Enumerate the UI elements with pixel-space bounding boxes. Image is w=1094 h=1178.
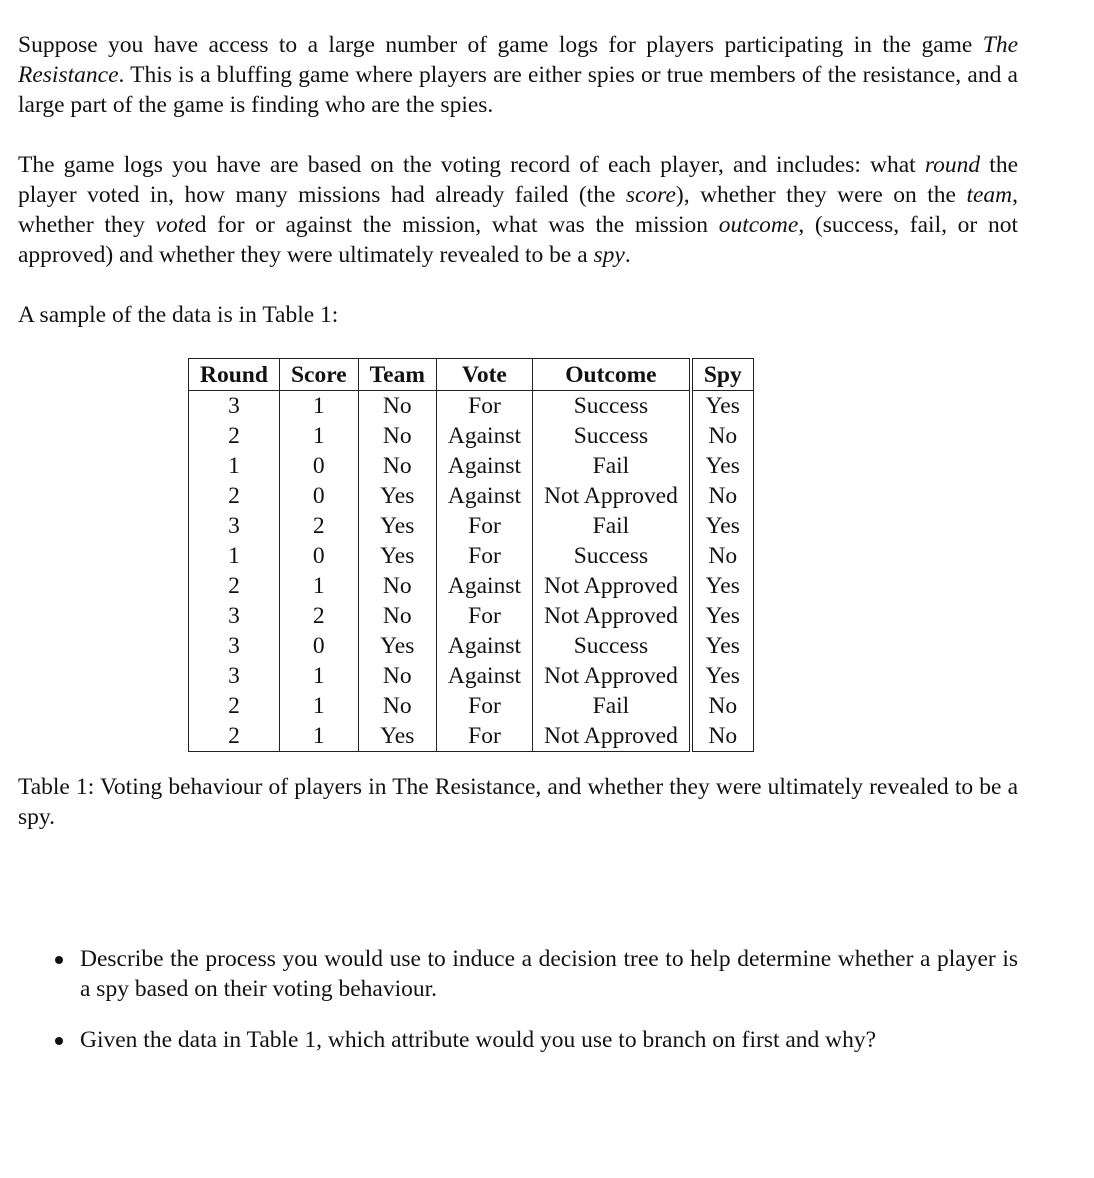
cell-vote: For [436,541,532,571]
cell-team: No [358,421,436,451]
cell-team: Yes [358,721,436,752]
cell-score: 1 [279,391,358,422]
cell-spy: No [691,721,753,752]
cell-vote: For [436,391,532,422]
cell-round: 2 [189,421,280,451]
cell-spy: No [691,691,753,721]
cell-vote: Against [436,481,532,511]
cell-score: 0 [279,541,358,571]
cell-vote: Against [436,631,532,661]
table-row [189,451,754,481]
header-spy: Spy [691,359,753,391]
term-round: round [924,152,981,178]
header-score: Score [279,359,358,391]
table-row [189,481,754,511]
question-item: Describe the process you would use to induce a decision tree to help determine whether a player is a spy based on their voting behaviour. [80,946,1018,1002]
cell-spy: Yes [691,511,753,541]
cell-spy: Yes [691,631,753,661]
term-outcome: outcome [718,212,799,238]
logs-text-d: , whether they [18,182,1018,238]
question-item: Given the data in Table 1, which attribute would you use to branch on first and why? [80,1025,1018,1055]
cell-team: No [358,571,436,601]
intro-text-cont: . This is a bluffing game where players are either spies or true members of the resistance, and a large part of the game is finding who are the spies. [18,62,1018,118]
document-body [18,30,1018,1055]
cell-team: No [358,451,436,481]
cell-outcome: Success [533,541,691,571]
table-container [188,358,1018,752]
cell-team: Yes [358,481,436,511]
logs-text-c: ), whether they were on the [675,182,967,208]
cell-outcome: Not Approved [533,661,691,691]
cell-spy: No [691,421,753,451]
cell-outcome: Success [533,631,691,661]
cell-score: 2 [279,511,358,541]
header-outcome: Outcome [533,359,691,391]
cell-spy: Yes [691,391,753,422]
cell-round: 3 [189,391,280,422]
table-header-row [189,359,754,391]
header-team: Team [358,359,436,391]
cell-outcome: Not Approved [533,571,691,601]
cell-outcome: Success [533,421,691,451]
cell-round: 3 [189,631,280,661]
cell-outcome: Not Approved [533,601,691,631]
cell-outcome: Fail [533,511,691,541]
cell-outcome: Not Approved [533,721,691,752]
game-title: The Resistance [18,32,1018,88]
cell-round: 3 [189,601,280,631]
cell-team: Yes [358,631,436,661]
table-row [189,511,754,541]
cell-vote: Against [436,571,532,601]
table-row [189,421,754,451]
cell-spy: Yes [691,601,753,631]
game-logs-paragraph [18,150,1018,270]
table-row [189,721,754,752]
logs-text-f: , (success, fail, or not approved) and whether they were ultimately revealed to be a [18,212,1018,268]
cell-team: No [358,601,436,631]
logs-text-b: the player voted in, how many missions had already failed (the [18,152,1018,208]
cell-round: 3 [189,511,280,541]
intro-text: Suppose you have access to a large number of game logs for players participating in the game [18,32,983,58]
cell-score: 2 [279,601,358,631]
cell-vote: Against [436,421,532,451]
logs-text-e: d for or against the mission, what was the mission [194,212,719,238]
table-intro: A sample of the data is in Table 1: [18,302,339,328]
cell-spy: Yes [691,451,753,481]
table-caption: Table 1: Voting behaviour of players in The Resistance, and whether they were ultimately revealed to be a spy. [18,774,1018,830]
cell-spy: Yes [691,661,753,691]
cell-round: 3 [189,661,280,691]
cell-round: 1 [189,451,280,481]
cell-score: 1 [279,571,358,601]
cell-round: 2 [189,571,280,601]
cell-vote: For [436,721,532,752]
table-row [189,631,754,661]
voting-table [188,358,754,752]
logs-text-a: The game logs you have are based on the voting record of each player, and includes: what [18,152,925,178]
header-vote: Vote [436,359,532,391]
cell-outcome: Not Approved [533,481,691,511]
cell-spy: No [691,541,753,571]
cell-round: 1 [189,541,280,571]
cell-team: No [358,661,436,691]
cell-spy: No [691,481,753,511]
term-spy: spy [593,242,625,268]
cell-outcome: Fail [533,451,691,481]
cell-team: No [358,691,436,721]
header-round: Round [189,359,280,391]
logs-text-g: . [624,242,631,268]
cell-team: No [358,391,436,422]
cell-round: 2 [189,721,280,752]
cell-outcome: Fail [533,691,691,721]
cell-vote: Against [436,451,532,481]
table-row [189,391,754,422]
cell-round: 2 [189,481,280,511]
cell-vote: For [436,691,532,721]
cell-vote: Against [436,661,532,691]
cell-score: 0 [279,631,358,661]
table-body [189,391,754,752]
cell-score: 1 [279,661,358,691]
cell-vote: For [436,511,532,541]
cell-score: 0 [279,451,358,481]
table-row [189,601,754,631]
table-row [189,571,754,601]
term-team: team [966,182,1013,208]
question-list [18,944,1018,1055]
cell-vote: For [436,601,532,631]
cell-score: 1 [279,691,358,721]
cell-team: Yes [358,541,436,571]
term-vote: vote [155,212,195,238]
cell-score: 1 [279,721,358,752]
cell-team: Yes [358,511,436,541]
table-row [189,691,754,721]
table-row [189,661,754,691]
table-row [189,541,754,571]
cell-score: 1 [279,421,358,451]
cell-spy: Yes [691,571,753,601]
cell-outcome: Success [533,391,691,422]
cell-score: 0 [279,481,358,511]
intro-paragraph [18,30,1018,120]
cell-round: 2 [189,691,280,721]
term-score: score [625,182,676,208]
